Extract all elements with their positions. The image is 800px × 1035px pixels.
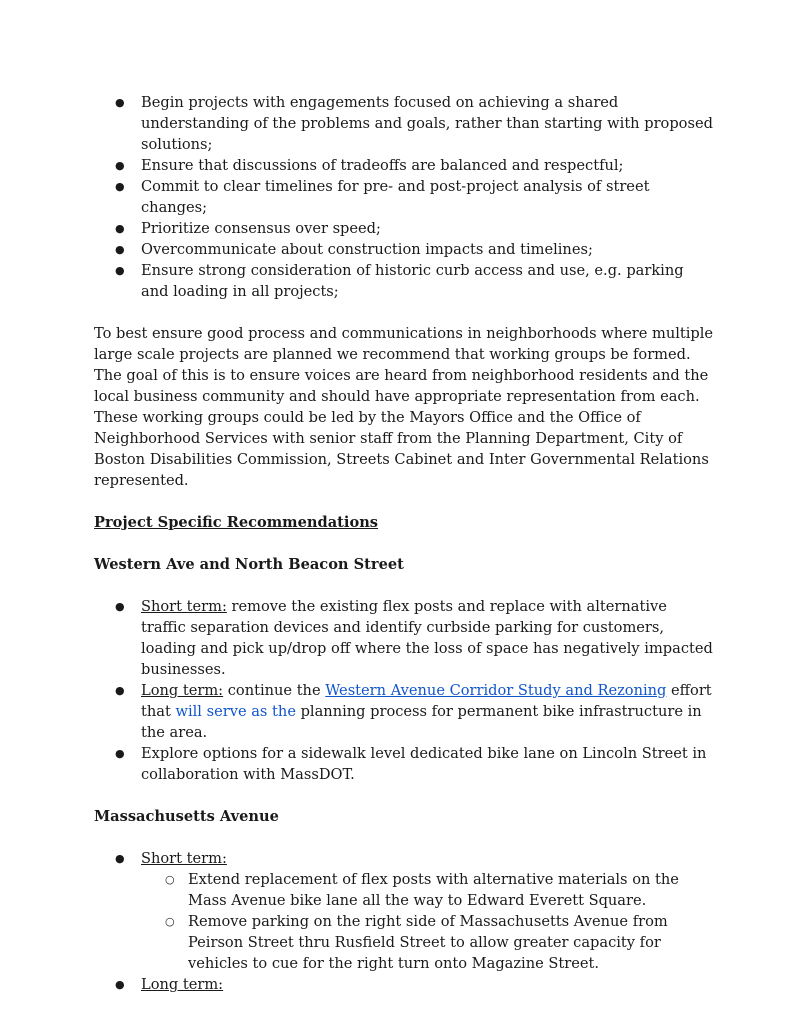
sub-list-item: ○ Extend replacement of flex posts with alternative materials on the Mass Avenue bike lane all the way to Edward Everett Square. bbox=[141, 869, 714, 911]
short-term-label: Short term: bbox=[141, 598, 227, 615]
list-item: ● Overcommunicate about construction impacts and timelines; bbox=[94, 239, 714, 260]
mass-ave-list bbox=[94, 848, 714, 995]
document-page bbox=[94, 92, 714, 995]
list-item: ● Ensure strong consideration of historic curb access and use, e.g. parking and loading in all projects; bbox=[94, 260, 714, 302]
short-term-label: Short term: bbox=[141, 850, 227, 867]
list-item bbox=[94, 596, 714, 680]
long-term-text-colored: will serve as the bbox=[175, 703, 296, 720]
short-term-text: remove the existing flex posts and replace with alternative traffic separation devices and identify curbside parking for customers, loading and pick up/drop off where the loss of space has negatively impacted businesses. bbox=[141, 598, 713, 678]
long-term-label: Long term: bbox=[141, 682, 224, 699]
list-item: ● Begin projects with engagements focused on achieving a shared understanding of the problems and goals, rather than starting with proposed solutions; bbox=[94, 92, 714, 155]
short-term-sublist bbox=[141, 869, 714, 974]
list-item bbox=[94, 974, 714, 995]
corridor-study-link[interactable]: Western Avenue Corridor Study and Rezoning bbox=[325, 682, 667, 699]
western-ave-list bbox=[94, 596, 714, 785]
intro-bullet-list bbox=[94, 92, 714, 302]
list-item: ● Prioritize consensus over speed; bbox=[94, 218, 714, 239]
long-term-text-post: planning process for permanent bike infrastructure in the area. bbox=[141, 703, 702, 741]
working-groups-paragraph: To best ensure good process and communications in neighborhoods where multiple large scale projects are planned we recommend that working groups be formed. The goal of this is to ensure voices are heard from neighborhood residents and the local business community and should have appropriate representation from each. These working groups could be led by the Mayors Office and the Office of Neighborhood Services with senior staff from the Planning Department, City of Boston Disabilities Commission, Streets Cabinet and Inter Governmental Relations represented. bbox=[94, 325, 714, 489]
list-item bbox=[94, 680, 714, 743]
sub-list-item: ○ Remove parking on the right side of Massachusetts Avenue from Peirson Street thru Rusfield Street to allow greater capacity for vehicles to cue for the right turn onto Magazine Street. bbox=[141, 911, 714, 974]
project-recommendations-heading: Project Specific Recommendations bbox=[94, 514, 379, 531]
western-ave-heading: Western Ave and North Beacon Street bbox=[94, 556, 404, 573]
mass-ave-heading: Massachusetts Avenue bbox=[94, 808, 279, 825]
list-item bbox=[94, 848, 714, 974]
list-item: ● Explore options for a sidewalk level dedicated bike lane on Lincoln Street in collaboration with MassDOT. bbox=[94, 743, 714, 785]
list-item: ● Ensure that discussions of tradeoffs are balanced and respectful; bbox=[94, 155, 714, 176]
long-term-text-pre: continue the bbox=[223, 682, 326, 699]
long-term-label: Long term: bbox=[141, 976, 224, 993]
list-item: ● Commit to clear timelines for pre- and post-project analysis of street changes; bbox=[94, 176, 714, 218]
long-term-text-mid: effort that bbox=[141, 682, 712, 720]
